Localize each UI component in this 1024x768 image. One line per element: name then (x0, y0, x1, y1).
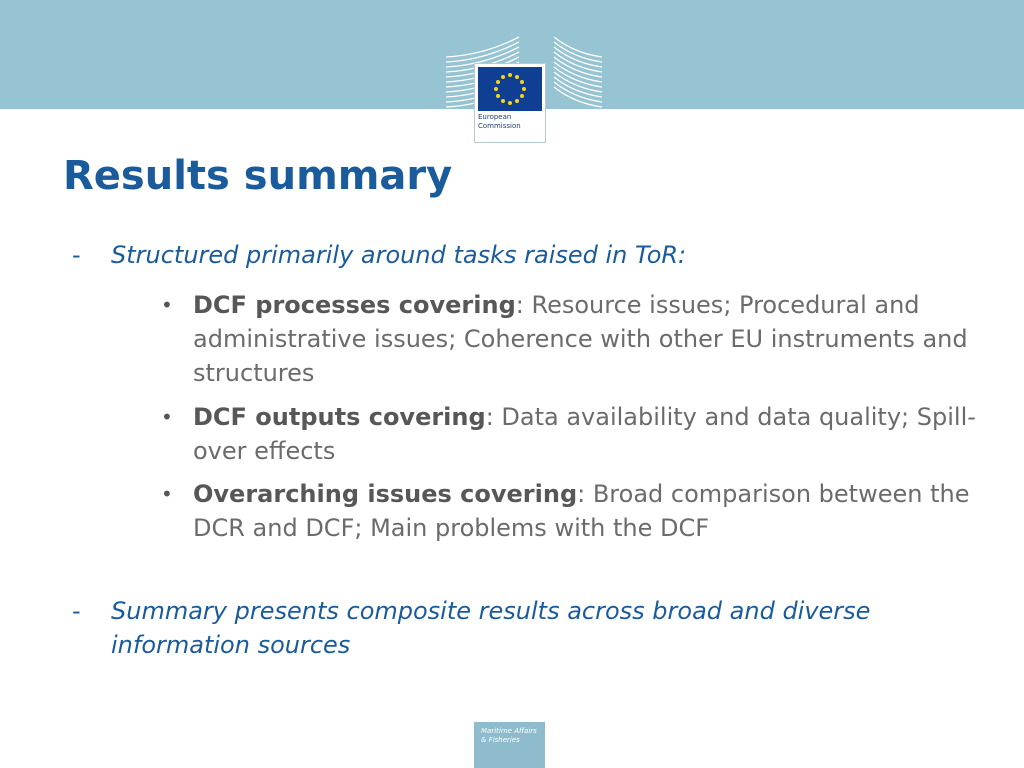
bullet-detail: : Data availability and data quality; Spill-over effects (193, 403, 976, 465)
point-text: Structured primarily around tasks raised in ToR: (111, 241, 687, 269)
logo-panel (474, 63, 546, 143)
bullet-heading: DCF processes covering (193, 291, 516, 319)
bullet-marker: • (161, 482, 173, 506)
bullet-marker: • (161, 405, 173, 429)
bullet-detail: : Broad comparison between the DCR and DCF; Main problems with the DCF (193, 480, 970, 542)
footer-dg-tab (474, 722, 545, 768)
footer-line-1: Maritime Affairs (481, 727, 537, 735)
logo-caption (478, 113, 544, 131)
bullet-item (193, 477, 978, 545)
footer-label (481, 727, 537, 745)
point-text: Summary presents composite results across broad and diverse information sources (111, 597, 871, 659)
eu-flag-icon (475, 64, 545, 112)
point-marker: - (72, 597, 81, 625)
point-marker: - (72, 241, 81, 269)
bullet-heading: DCF outputs covering (193, 403, 486, 431)
logo-line-2: Commission (478, 122, 521, 130)
bullet-item (193, 288, 978, 390)
page-title: Results summary (63, 153, 453, 199)
bullet-heading: Overarching issues covering (193, 480, 578, 508)
logo-line-1: European (478, 113, 512, 121)
bullet-marker: • (161, 293, 173, 317)
bullet-item (193, 400, 978, 468)
bullet-detail: : Resource issues; Procedural and administrative issues; Coherence with other EU instruments and structures (193, 291, 968, 387)
footer-line-2: & Fisheries (481, 736, 520, 744)
